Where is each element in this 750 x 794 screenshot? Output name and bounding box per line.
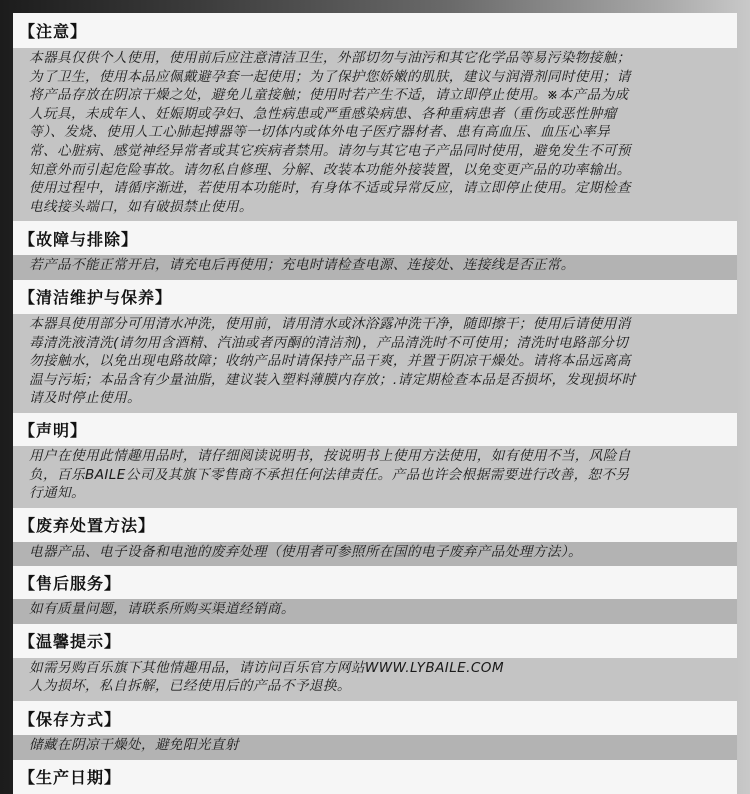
section-tips	[13, 624, 737, 701]
section-storage	[13, 701, 737, 760]
section-troubleshooting	[13, 221, 737, 280]
section-title-disposal: 【废弃处置方法】	[13, 508, 737, 542]
section-body-storage	[13, 735, 737, 760]
section-body-cleaning	[13, 314, 737, 413]
section-production-date	[13, 760, 737, 794]
text-line: 人为损坏，私自拆解，已经使用后的产品不予退换。	[29, 678, 351, 695]
section-title-storage: 【保存方式】	[13, 701, 737, 735]
text-line: 电线接头端口，如有破损禁止使用。	[29, 198, 253, 215]
section-body-tips	[13, 658, 737, 701]
section-after-sales	[13, 566, 737, 624]
section-body-after-sales	[13, 599, 737, 624]
text-line: 本器具使用部分可用清水冲洗，使用前，请用清水或沐浴露冲洗干净，随即擦干；使用后请使用消	[29, 315, 631, 332]
section-cleaning	[13, 280, 737, 413]
text-line: 温与污垢；本品含有少量油脂，建议装入塑料薄膜内存放；.请定期检查本品是否损坏，发现损坏时	[29, 371, 636, 388]
section-title-troubleshooting: 【故障与排除】	[13, 221, 737, 255]
section-body-disposal	[13, 542, 737, 567]
text-line: 等）、发烧、使用人工心肺起搏器等一切体内或体外电子医疗器材者、患有高血压、血压心率异	[29, 124, 610, 141]
text-line: 储藏在阴凉干燥处，避免阳光直射	[29, 737, 239, 754]
section-body-statement	[13, 446, 737, 508]
text-line: 勿接触水，以免出现电路故障；收纳产品时请保持产品干爽，并置于阴凉干燥处。请将本品远离高	[29, 353, 631, 370]
text-line: 人玩具，未成年人、妊娠期或孕妇、急性病患或严重感染病患、各种重病患者（重伤或恶性肿瘤	[29, 105, 617, 122]
section-title-caution: 【注意】	[13, 13, 737, 48]
text-line: 如需另购百乐旗下其他情趣用品，请访问百乐官方网站WWW.LYBAILE.COM	[29, 659, 504, 676]
text-line: 若产品不能正常开启，请充电后再使用；充电时请检查电源、连接处、连接线是否正常。	[29, 257, 575, 274]
section-statement	[13, 413, 737, 508]
section-title-after-sales: 【售后服务】	[13, 566, 737, 599]
text-line: 行通知。	[29, 485, 85, 502]
text-line: 使用过程中，请循序渐进，若使用本功能时，有身体不适或异常反应，请立即停止使用。定期检查	[29, 180, 631, 197]
text-line: 电器产品、电子设备和电池的废弃处理（使用者可参照所在国的电子废弃产品处理方法）。	[29, 543, 582, 560]
text-line: 本器具仅供个人使用，使用前后应注意清洁卫生，外部切勿与油污和其它化学品等易污染物接触；	[29, 50, 631, 66]
section-title-production-date: 【生产日期】	[13, 760, 737, 794]
text-line: 毒清洗液清洗(请勿用含酒精、汽油或者丙酮的清洁剂)，产品清洗时不可使用；清洗时电路部分切	[29, 334, 629, 351]
section-caution	[13, 13, 737, 221]
section-title-cleaning: 【清洁维护与保养】	[13, 280, 737, 314]
text-line: 请及时停止使用。	[29, 390, 141, 407]
section-body-troubleshooting	[13, 255, 737, 280]
text-line: 如有质量问题，请联系所购买渠道经销商。	[29, 601, 295, 618]
manual-document	[13, 13, 737, 794]
section-title-tips: 【温馨提示】	[13, 624, 737, 658]
text-line: 为了卫生，使用本品应佩戴避孕套一起使用；为了保护您娇嫩的肌肤，建议与润滑剂同时使用；请	[29, 68, 631, 85]
text-line: 用户在使用此情趣用品时，请仔细阅读说明书，按说明书上使用方法使用，如有使用不当，风险自	[29, 447, 631, 464]
text-line: 将产品存放在阴凉干燥之处，避免儿童接触；使用时若产生不适，请立即停止使用。※本产品为成	[29, 87, 629, 104]
section-title-statement: 【声明】	[13, 413, 737, 446]
section-body-caution	[13, 48, 737, 221]
section-disposal	[13, 508, 737, 567]
text-line: 负，百乐BAILE公司及其旗下零售商不承担任何法律责任。产品也许会根据需要进行改善，恕不另	[29, 466, 630, 483]
text-line: 知意外而引起危险事故。请勿私自修理、分解、改装本功能外接装置，以免变更产品的功率输出。	[29, 161, 631, 178]
text-line: 常、心脏病、感觉神经异常者或其它疾病者禁用。请勿与其它电子产品同时使用，避免发生不可预	[29, 142, 631, 159]
